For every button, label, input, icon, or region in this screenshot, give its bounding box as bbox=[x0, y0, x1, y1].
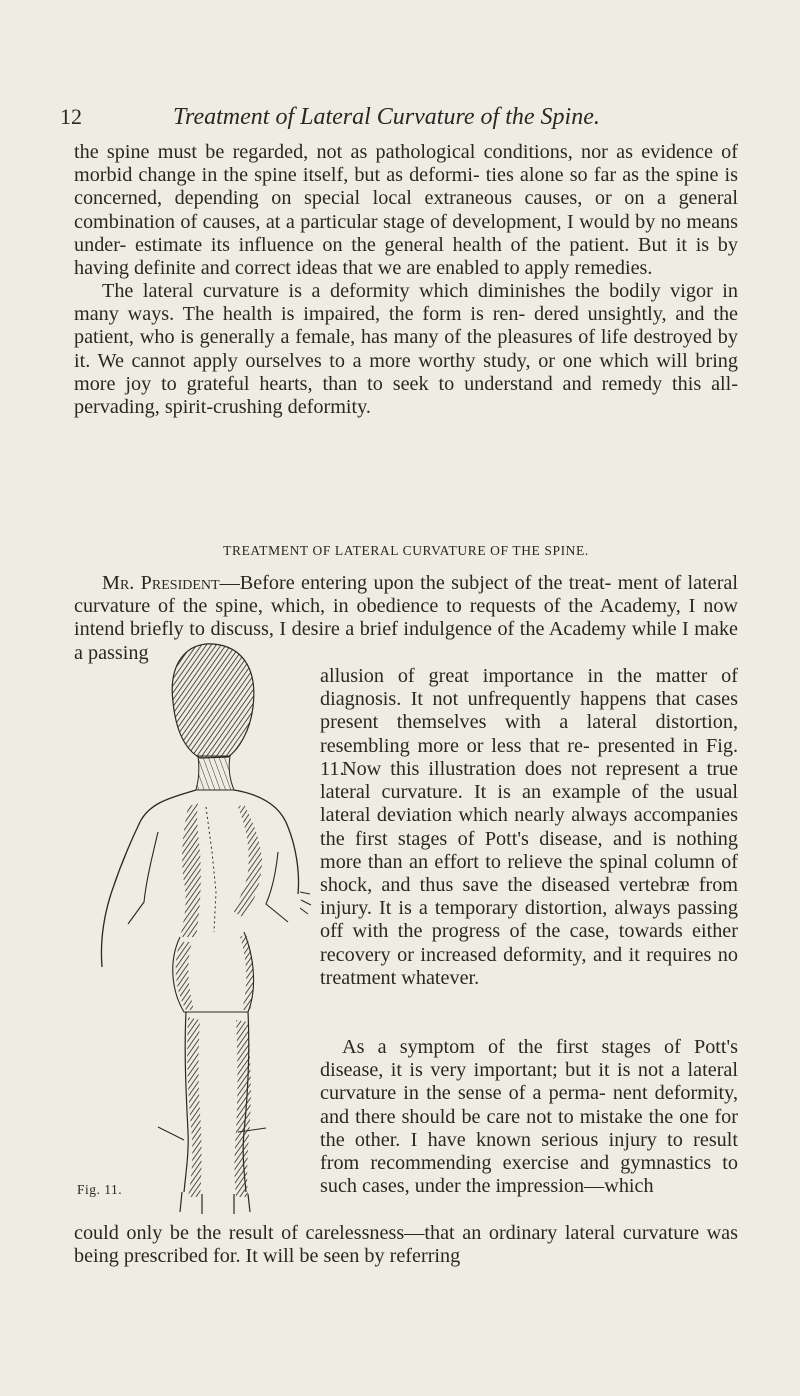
paragraph-3-continued: allusion of great importance in the matter of diagnosis. It not unfrequently happens that cases present themselves with a lateral distortion, resembling more or less that re- presented in Fig. 11. bbox=[320, 665, 738, 780]
figure-right-leg-shading bbox=[235, 1020, 251, 1197]
figure-hip-shading-right bbox=[240, 934, 254, 1010]
figure-knee-marks bbox=[158, 1127, 266, 1140]
figure-left-arm-inner bbox=[128, 832, 158, 924]
figure-engraving bbox=[88, 632, 318, 1222]
figure-right-arm-inner bbox=[266, 852, 288, 922]
paragraph-4: Now this illustration does not represent a true lateral curvature. It is an example of the usual lateral deviation which nearly always accompanies the first stages of Pott's disease, and is nothing more than an effort to relieve the spinal column of shock, and thus save the diseased vertebræ from injury. It is a temporary distortion, always passing off with the progress of the case, towards either recovery or increased deformity, and it requires no treatment whatever. bbox=[320, 758, 738, 989]
figure-torso-left bbox=[180, 802, 201, 937]
page-number: 12 bbox=[60, 104, 82, 129]
figure-head bbox=[172, 644, 254, 758]
figure-torso-right bbox=[234, 804, 262, 918]
figure-left-leg-shading bbox=[187, 1017, 201, 1197]
spine-figure-illustration bbox=[88, 632, 318, 1222]
paragraph-5: As a symptom of the first stages of Pott's disease, it is very important; but it is not a lateral curvature in the sense of a perma- nent deformity, and there should be care not to mistake the one for the other. I have known serious injury to result from recommending exercise and gymnastics to such cases, under the impression—which bbox=[320, 1036, 738, 1198]
figure-neck bbox=[196, 756, 234, 790]
running-title: Treatment of Lateral Curvature of the Spine. bbox=[173, 104, 600, 130]
page-header bbox=[60, 104, 760, 138]
paragraph-2: The lateral curvature is a deformity which diminishes the bodily vigor in many ways. The health is impaired, the form is ren- dered unsightly, and the patient, who is generally a female, has many of the pleasures of life destroyed by it. We cannot apply ourselves to a more worthy study, or one which will bring more joy to grateful hearts, than to seek to understand and remedy this all-pervading, spirit-crushing deformity. bbox=[74, 280, 738, 419]
figure-right-hand-marks bbox=[300, 892, 311, 914]
figure-spine-line bbox=[206, 807, 216, 932]
figure-left-arm bbox=[101, 790, 196, 967]
figure-caption: Fig. 11. bbox=[77, 1182, 123, 1197]
paragraph-5-continued: could only be the result of carelessness—that an ordinary lateral curvature was being prescribed for. It will be seen by referring bbox=[74, 1222, 738, 1268]
salutation: Mr. President bbox=[102, 572, 220, 594]
paragraph-3-opening-text: —Before entering upon the subject of the treat- ment of lateral curvature of the spine, which, in obedience to requests of the Academy, I now intend briefly to discuss, I desire a brief indulgence of the Academy while I make a passing bbox=[74, 572, 738, 664]
section-heading: TREATMENT OF LATERAL CURVATURE OF THE SPINE. bbox=[223, 543, 589, 558]
paragraph-1: the spine must be regarded, not as pathological conditions, nor as evidence of morbid change in the spine itself, but as deformi- ties alone so far as the spine is concerned, depending on special local extraneous causes, or on a general combination of causes, at a particular stage of development, I would by no means under- estimate its influence on the general health of the patient. But it is by having definite and correct ideas that we are enabled to apply remedies. bbox=[74, 141, 738, 280]
